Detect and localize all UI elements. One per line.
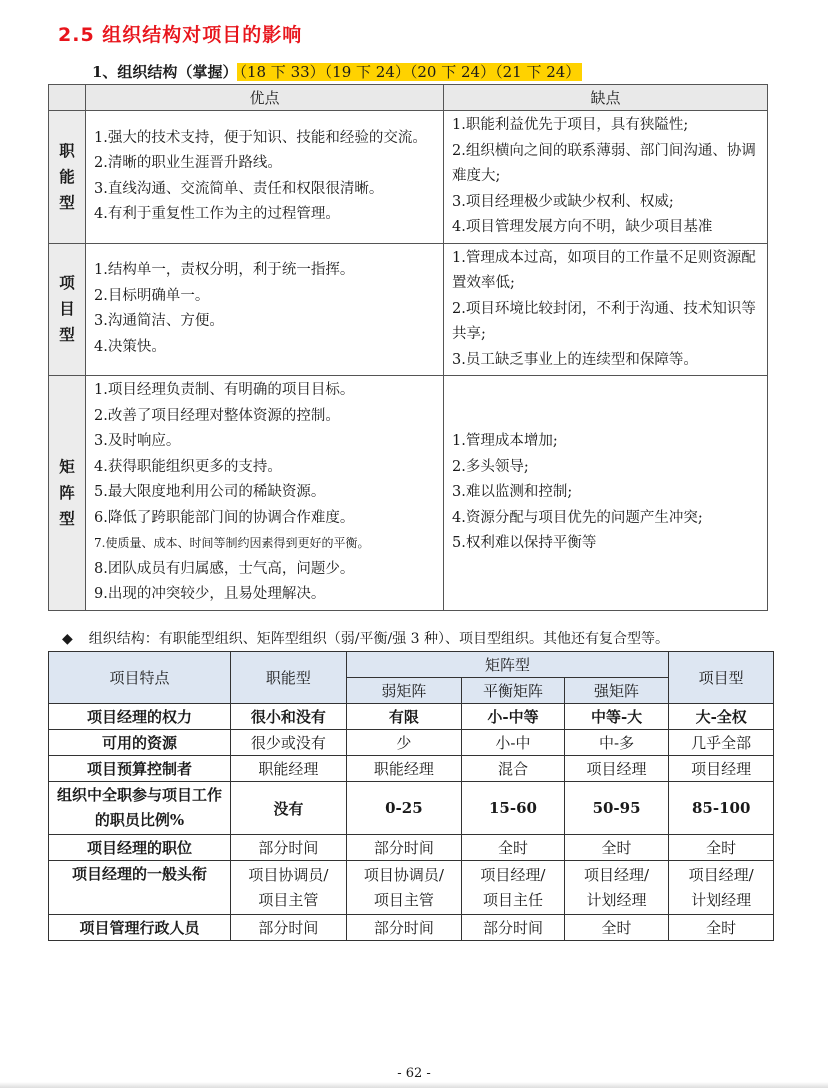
functional-advantages: 1.强大的技术支持，便于知识、技能和经验的交流。 2.清晰的职业生涯晋升路线。 3.直线沟通、交流简单、责任和权限很清晰。 4.有利于重复性工作为主的过程管理。: [86, 111, 444, 244]
table-row: 项目管理行政人员 部分时间 部分时间 部分时间 全时 全时: [49, 915, 774, 941]
table2-header-row-1: [49, 652, 774, 678]
sub-heading-label: 1、组织结构（掌握）: [92, 63, 238, 81]
header-strong-matrix: 强矩阵: [564, 678, 669, 704]
table-row: 组织中全职参与项目工作的职员比例% 没有 0-25 15-60 50-95 85-100: [49, 782, 774, 835]
page-number: - 62 -: [397, 1066, 431, 1081]
org-structure-comparison-table: [48, 84, 768, 611]
table-row-projectized: [49, 243, 768, 376]
table-row: 项目经理的一般头衔 项目协调员/项目主管 项目协调员/项目主管 项目经理/项目主任 项目经理/计划经理 项目经理/计划经理: [49, 861, 774, 915]
functional-disadvantages: 1.职能利益优先于项目，具有狭隘性; 2.组织横向之间的联系薄弱、部门间沟通、协调难度大; 3.项目经理极少或缺少权利、权威; 4.项目管理发展方向不明，缺少项目基准: [444, 111, 768, 244]
sub-heading: [92, 61, 582, 82]
header-weak-matrix: 弱矩阵: [346, 678, 462, 704]
org-types-note: ◆ 组织结构：有职能型组织、矩阵型组织（弱/平衡/强 3 种）、项目型组织。其他还有复合型等。: [62, 631, 670, 647]
diamond-bullet-icon: ◆: [62, 631, 73, 647]
header-corner: [49, 85, 86, 111]
matrix-advantages: 1.项目经理负责制、有明确的项目目标。 2.改善了项目经理对整体资源的控制。 3.及时响应。 4.获得职能组织更多的支持。 5.最大限度地利用公司的稀缺资源。 6.降低了跨职能部门间的协调合作难度。 7.使质量、成本、时间等制约因素得到更好的平衡。 8.团队成员有归属感，士气高，问题少。 9.出现的冲突较少，且易处理解决。: [86, 376, 444, 611]
row-type-functional: 职 能 型: [49, 111, 86, 244]
header-projectized: 项目型: [669, 652, 774, 704]
org-influence-table: [48, 651, 774, 941]
table-row-matrix: [49, 376, 768, 611]
projectized-advantages: 1.结构单一，责权分明，利于统一指挥。 2.目标明确单一。 3.沟通简洁、方便。 4.决策快。: [86, 243, 444, 376]
table-row: 项目经理的职位 部分时间 部分时间 全时 全时 全时: [49, 835, 774, 861]
projectized-disadvantages: 1.管理成本过高，如项目的工作量不足则资源配置效率低; 2.项目环境比较封闭，不利于沟通、技术知识等共享; 3.员工缺乏事业上的连续型和保障等。: [444, 243, 768, 376]
header-matrix: 矩阵型: [346, 652, 669, 678]
header-disadvantages: 缺点: [444, 85, 768, 111]
row-type-projectized: 项 目 型: [49, 243, 86, 376]
page-bottom-edge: [0, 1082, 828, 1088]
matrix-disadvantages: 1.管理成本增加; 2.多头领导; 3.难以监测和控制; 4.资源分配与项目优先的问题产生冲突; 5.权利难以保持平衡等: [444, 376, 768, 611]
table-header-row: [49, 85, 768, 111]
header-advantages: 优点: [86, 85, 444, 111]
section-title: 2.5 组织结构对项目的影响: [58, 24, 303, 46]
table-row: 项目预算控制者 职能经理 职能经理 混合 项目经理 项目经理: [49, 756, 774, 782]
table-row: 项目经理的权力 很小和没有 有限 小-中等 中等-大 大-全权: [49, 704, 774, 730]
table-row: 可用的资源 很少或没有 少 小-中 中-多 几乎全部: [49, 730, 774, 756]
row-type-matrix: 矩 阵 型: [49, 376, 86, 611]
header-balanced-matrix: 平衡矩阵: [462, 678, 565, 704]
table-row-functional: [49, 111, 768, 244]
header-functional: 职能型: [231, 652, 347, 704]
exam-frequency-highlight: （18 下 33）（19 下 24）（20 下 24）（21 下 24）: [239, 63, 581, 81]
header-feature: 项目特点: [49, 652, 231, 704]
